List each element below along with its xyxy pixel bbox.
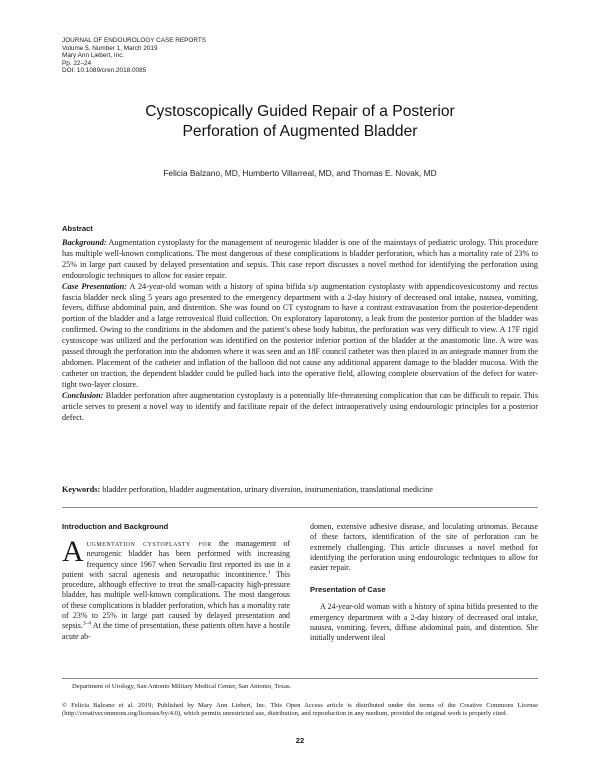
journal-volume: Volume 5, Number 1, March 2019 bbox=[62, 44, 158, 52]
conclusion-label: Conclusion: bbox=[62, 390, 104, 400]
case-heading: Presentation of Case bbox=[310, 585, 386, 595]
background-label: Background: bbox=[62, 238, 107, 247]
conclusion-text: Bladder perforation after augmentation cystoplasty is a potentially life-threatening complication that can be difficult to repair. This article serves to present a novel way to identify and facilitate repair of the defect intraoperatively using endourologic principles for a posterior defect. bbox=[62, 390, 538, 422]
title-line-2: Perforation of Augmented Bladder bbox=[182, 123, 418, 140]
intro-heading: Introduction and Background bbox=[62, 522, 169, 531]
abstract-background bbox=[62, 238, 538, 282]
abstract-case bbox=[62, 282, 538, 391]
keywords-text: bladder perforation, bladder augmentation, urinary diversion, instrumentation, translational medicine bbox=[100, 485, 433, 494]
intro-paragraph bbox=[62, 535, 291, 642]
intro-text-a: the management of neurogenic bladder has been performed with increasing frequency since 1967 when Servadio first reported its use in a patient with sacral agenesis and neuropathic incontinence. bbox=[62, 539, 290, 579]
abstract-conclusion bbox=[62, 391, 538, 424]
abstract-heading: Abstract bbox=[62, 224, 93, 233]
case-paragraph: A 24-year-old woman with a history of spina bifida presented to the emergency department with a 2-day history of decreased oral intake, nausea, vomiting, fevers, diffuse abdominal pain, and distention. She initially underwent ileal bbox=[310, 602, 538, 643]
doi: DOI: 10.1089/cren.2018.0085 bbox=[62, 67, 147, 75]
abstract-body bbox=[62, 238, 538, 423]
background-text: Augmentation cystoplasty for the management of neurogenic bladder is one of the mainstays of pediatric urology. This procedure has multiple well-known complications. The most dangerous of these complications is bladder perforation, which has a mortality rate of 23% to 25% in large part caused by delayed presentation and sepsis. This case report discusses a novel method for identifying the perforation using endourologic techniques to allow for easier repair. bbox=[62, 238, 538, 280]
case-label: Case Presentation: bbox=[62, 281, 127, 291]
drop-cap: A bbox=[62, 535, 84, 568]
keywords bbox=[62, 485, 538, 494]
intro-continuation: domen, extensive adhesive disease, and loculating urinomas. Because of these factors, identification of the site of perforation can be extremely challenging. This article discusses a novel method for identifying the perforation using endourologic techniques to allow for easier repair. bbox=[310, 522, 538, 573]
journal-header bbox=[62, 37, 322, 75]
case-text: A 24-year-old woman with a history of spina bifida s/p augmentation cystoplasty with appendicovesicostomy and rectus fascia bladder neck sling 5 years ago presented to the emergency department with a 2-day history of decreased oral intake, nausea, vomiting, fevers, diffuse abdominal pain, and distention. She was found on CT cystogram to have a contrast extravasation from the posterior-dependent portion of the bladder and a large retrovesical fluid collection. On exploratory laparotomy, a leak from the posterior portion of the bladder was confirmed. Owing to the conditions in the abdomen and the patient’s obese body habitus, the perforation was very difficult to view. A 17F rigid cystoscope was utilized and the perforation was identified on the posterior inferior portion of the bladder at the anastomotic line. A wire was passed through the perforation into the abdomen where it was seen and an 18F council catheter was then placed in an antegrade manner from the abdomen. Placement of the catheter and inflation of the balloon did not cause any additional apparent damage to the bladder mucosa. With the catheter on traction, the dependent bladder could be pulled back into the operative field, allowing complete observation of the defect for water-tight two-layer closure. bbox=[62, 281, 538, 389]
journal-name: JOURNAL OF ENDOUROLOGY CASE REPORTS bbox=[62, 37, 207, 44]
left-column bbox=[62, 522, 290, 642]
publisher: Mary Ann Liebert, Inc. bbox=[62, 52, 125, 60]
citation-3-4: 3–4 bbox=[82, 620, 92, 627]
intro-text-b: This procedure, although effective to treat the small-capacity high-pressure bladder, has multiple well-known complications. The most dangerous of these complications is bladder perforation, which has a mortality rate of 23% to 25% in large part caused by delayed presentation and sepsis. bbox=[62, 569, 291, 631]
intro-text-c-left: At the time of presentation, these patients often have a hostile acute ab- bbox=[62, 621, 290, 641]
page-range: Pp. 22–24 bbox=[62, 59, 92, 67]
keywords-label: Keywords: bbox=[62, 485, 101, 494]
article-title bbox=[60, 102, 540, 142]
copyright-notice: © Felicia Balzano et al. 2019; Published by Mary Ann Liebert, Inc. This Open Access article is distributed under the terms of the Creative Commons License (http://creativecommons.org/licenses/by/4.0), which permits unrestricted use, distribution, and reproduction in any medium, provided the original work is properly cited. bbox=[62, 702, 538, 718]
footnote-divider bbox=[62, 678, 538, 679]
right-column bbox=[310, 522, 538, 644]
citation-1: 1 bbox=[267, 569, 271, 576]
author-list: Felicia Balzano, MD, Humberto Villarreal, MD, and Thomas E. Novak, MD bbox=[163, 168, 437, 178]
page-number: 22 bbox=[295, 736, 305, 745]
title-line-1: Cystoscopically Guided Repair of a Posterior bbox=[145, 103, 455, 120]
intro-smallcaps: ugmentation cystoplasty for bbox=[86, 539, 212, 548]
section-divider bbox=[62, 507, 538, 508]
affiliation: Department of Urology, San Antonio Military Medical Center, San Antonio, Texas. bbox=[72, 683, 292, 690]
